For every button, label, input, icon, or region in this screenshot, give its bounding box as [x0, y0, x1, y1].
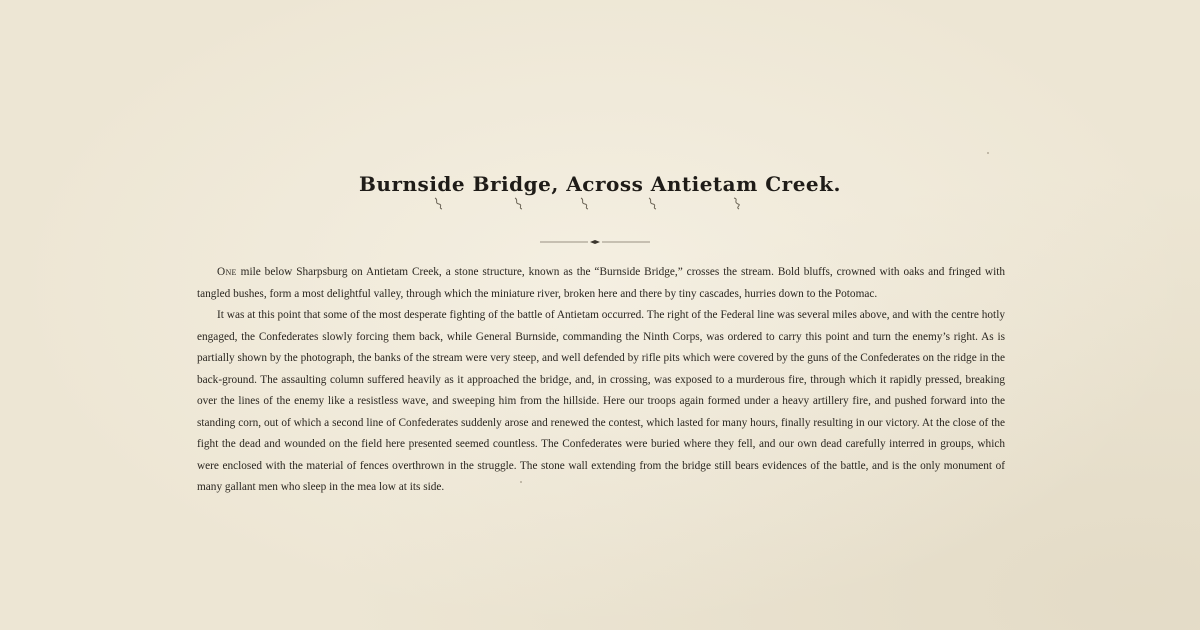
- flourish-ornament: [578, 196, 592, 210]
- paper-speck: [987, 152, 989, 154]
- paragraph: [197, 305, 1005, 499]
- flourish-ornament: [730, 196, 744, 210]
- paragraph-text: mile below Sharpsburg on Antietam Creek, a stone structure, known as the “Burnside Bridge,” crosses the stream. Bold bluffs, crowned with oaks and fringed with tangled bushes, form a most delightful valley, through which the miniature river, broken here and there by tiny cascades, hurries down to the Potomac.: [197, 266, 1005, 300]
- flourish-ornament: [646, 196, 660, 210]
- decorative-rule: [540, 232, 650, 238]
- article-body: [197, 262, 1005, 499]
- paper-speck: [520, 481, 522, 483]
- paragraph-lead: One: [217, 266, 237, 278]
- paragraph-text: It was at this point that some of the most desperate fighting of the battle of Antietam occurred. The right of the Federal line was several miles above, and with the centre hotly engaged, the Confederates slowly forcing them back, while General Burnside, commanding the Ninth Corps, was ordered to carry this point and turn the enemy’s right. As is partially shown by the photograph, the banks of the stream were very steep, and well defended by rifle pits which were covered by the guns of the Confederates on the ridge in the back-ground. The assaulting column suffered heavily as it approached the bridge, and, in crossing, was exposed to a murderous fire, through which it rapidly pressed, breaking over the lines of the enemy like a resistless wave, and sweeping him from the hillside. Here our troops again formed under a heavy artillery fire, and pushed forward into the standing corn, out of which a second line of Confederates suddenly arose and renewed the contest, which lasted for many hours, finally resulting in our victory. At the close of the fight the dead and wounded on the field here presented seemed countless. The Confederates were buried where they fell, and our own dead carefully interred in groups, which were enclosed with the material of fences overthrown in the struggle. The stone wall extending from the bridge still bears evidences of the battle, and is the only monument of many gallant men who sleep in the mea low at its side.: [197, 309, 1005, 493]
- flourish-ornament: [512, 196, 526, 210]
- title-flourishes: [300, 196, 900, 214]
- page-title: Burnside Bridge, Across Antietam Creek.: [359, 172, 841, 196]
- paragraph: [197, 262, 1005, 305]
- flourish-ornament: [432, 196, 446, 210]
